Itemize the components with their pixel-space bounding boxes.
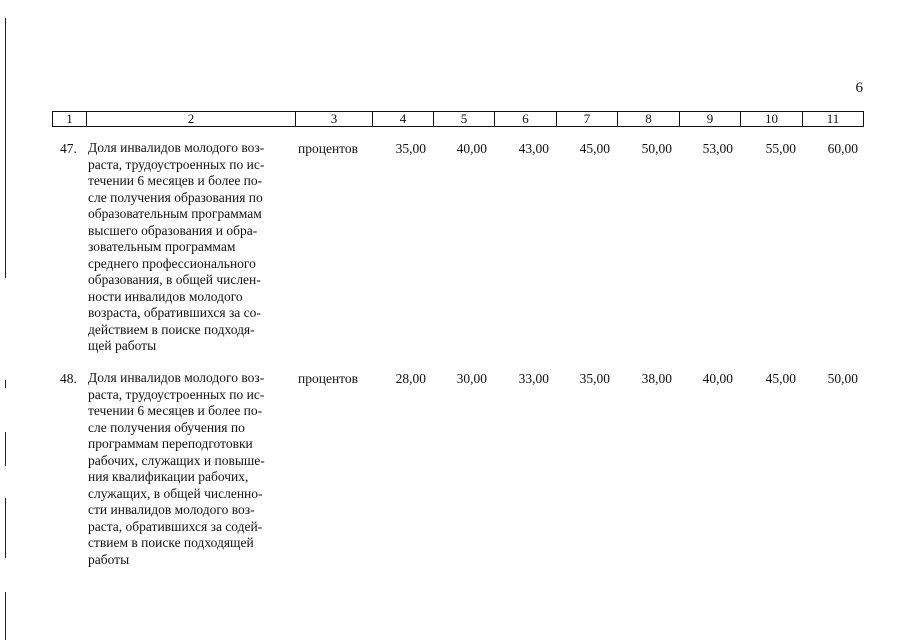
row-unit: процентов (298, 371, 359, 386)
row-number: 47. (60, 141, 77, 156)
page-number: 6 (855, 80, 863, 96)
header-cell: 2 (87, 112, 296, 126)
scan-artifact-line (5, 432, 6, 466)
row-value: 30,00 (456, 371, 487, 386)
header-cell: 5 (434, 112, 495, 126)
header-cell: 8 (618, 112, 680, 126)
header-cell: 10 (741, 112, 803, 126)
scan-artifact-line (5, 498, 6, 558)
row-value: 53,00 (702, 141, 733, 156)
header-cell: 6 (495, 112, 557, 126)
scan-artifact-line (5, 380, 6, 388)
row-value: 55,00 (765, 141, 796, 156)
row-value: 50,00 (641, 141, 672, 156)
row-unit: процентов (298, 141, 359, 156)
header-cell: 7 (557, 112, 618, 126)
row-description: Доля инвалидов молодого воз- раста, трудоустроенных по ис- течении 6 месяцев и более по- сле получения обучения по программам переподготовки рабочих, служащих и повыше- ния квалификации рабочих, служащих, в общей численно- сти инвалидов молодого воз- раста, обратившихся за содей- ствием в поиске подходящей работы (88, 370, 265, 567)
scan-artifact-line (5, 592, 6, 640)
row-value: 50,00 (827, 371, 858, 386)
row-value: 45,00 (765, 371, 796, 386)
scan-artifact-line (5, 18, 6, 278)
row-value: 40,00 (702, 371, 733, 386)
row-value: 28,00 (395, 371, 426, 386)
header-cell: 4 (373, 112, 434, 126)
header-cell: 1 (53, 112, 87, 126)
row-value: 38,00 (641, 371, 672, 386)
row-value: 40,00 (456, 141, 487, 156)
table-header-row (52, 111, 864, 127)
row-value: 35,00 (395, 141, 426, 156)
header-cell: 11 (826, 111, 840, 126)
row-value: 45,00 (579, 141, 610, 156)
row-value: 35,00 (579, 371, 610, 386)
row-number: 48. (60, 371, 77, 386)
row-value: 60,00 (827, 141, 858, 156)
header-cell: 3 (296, 112, 373, 126)
row-description: Доля инвалидов молодого воз- раста, трудоустроенных по ис- течении 6 месяцев и более по- сле получения образования по образовательным программам высшего образования и обра- зовательным программам среднего профессионального образования, в общей числен- ности инвалидов молодого возраста, обратившихся за со- действием в поиске подходя- щей работы (88, 140, 265, 353)
header-cell: 9 (680, 112, 741, 126)
row-value: 43,00 (518, 141, 549, 156)
row-value: 33,00 (518, 371, 549, 386)
